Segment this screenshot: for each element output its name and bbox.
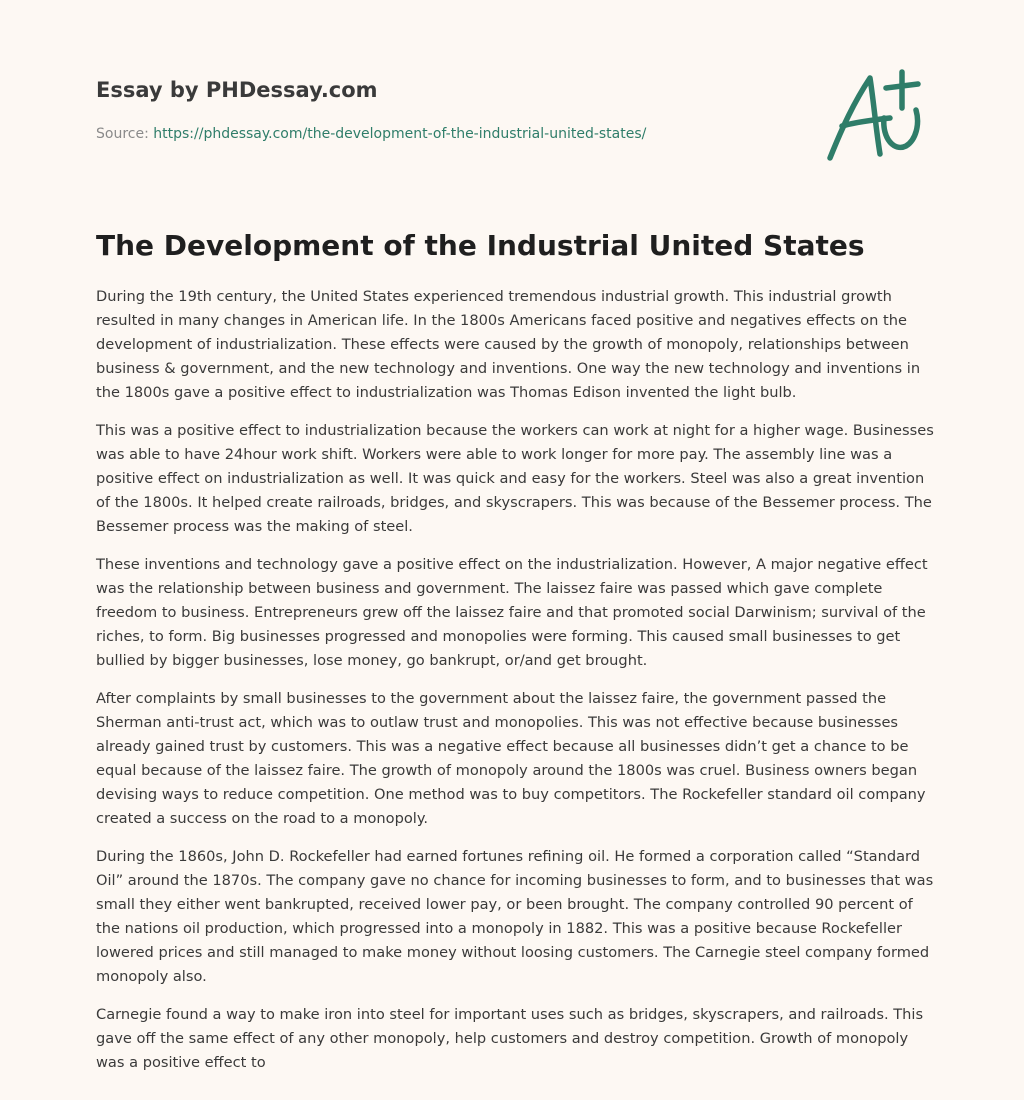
source-line	[96, 124, 796, 144]
article-paragraph: These inventions and technology gave a positive effect on the industrialization. However, A major negative effect was the relationship between business and government. The laissez faire was passed which gave complete freedom to business. Entrepreneurs grew off the laissez faire and that promoted social Darwinism; survival of the riches, to form. Big businesses progressed and monopolies were forming. This caused small businesses to get bullied by bigger businesses, lose money, go bankrupt, or/and get brought.	[96, 556, 928, 669]
article-paragraph: After complaints by small businesses to the government about the laissez faire, the government passed the Sherman anti-trust act, which was to outlaw trust and monopolies. This was not effective because businesses already gained trust by customers. This was a negative effect because all businesses didn’t get a chance to be equal because of the laissez faire. The growth of monopoly around the 1800s was cruel. Business owners began devising ways to reduce competition. One method was to buy competitors. The Rockefeller standard oil company created a success on the road to a monopoly.	[96, 690, 926, 827]
article-paragraph: During the 19th century, the United States experienced tremendous industrial growth. This industrial growth resulted in many changes in American life. In the 1800s Americans faced positive and negatives effects on the development of industrialization. These effects were caused by the growth of monopoly, relationships between business & government, and the new technology and inventions. One way the new technology and inventions in the 1800s gave a positive effect to industrialization was Thomas Edison invented the light bulb.	[96, 288, 921, 401]
site-header	[96, 76, 796, 144]
source-link[interactable]: https://phdessay.com/the-development-of-the-industrial-united-states/	[153, 126, 647, 142]
a-plus-grade-icon	[820, 66, 930, 166]
site-brand: Essay by PHDessay.com	[96, 78, 378, 102]
article-paragraph: During the 1860s, John D. Rockefeller had earned fortunes refining oil. He formed a corporation called “Standard Oil” around the 1870s. The company gave no chance for incoming businesses to form, and to businesses that was small they either went bankrupted, received lower pay, or been brought. The company controlled 90 percent of the nations oil production, which progressed into a monopoly in 1882. This was a positive because Rockefeller lowered prices and still managed to make money without loosing customers. The Carnegie steel company formed monopoly also.	[96, 848, 934, 985]
article-paragraph: Carnegie found a way to make iron into steel for important uses such as bridges, skyscrapers, and railroads. This gave off the same effect of any other monopoly, help customers and destroy competition. Growth of monopoly was a positive effect to	[96, 1006, 924, 1071]
article-paragraph: This was a positive effect to industrialization because the workers can work at night for a higher wage. Businesses was able to have 24hour work shift. Workers were able to work longer for more pay. The assembly line was a positive effect on industrialization as well. It was quick and easy for the workers. Steel was also a great invention of the 1800s. It helped create railroads, bridges, and skyscrapers. This was because of the Bessemer process. The Bessemer process was the making of steel.	[96, 422, 934, 535]
article-title: The Development of the Industrial United States	[96, 229, 865, 262]
source-label: Source:	[96, 126, 149, 142]
article-body	[96, 285, 936, 1089]
